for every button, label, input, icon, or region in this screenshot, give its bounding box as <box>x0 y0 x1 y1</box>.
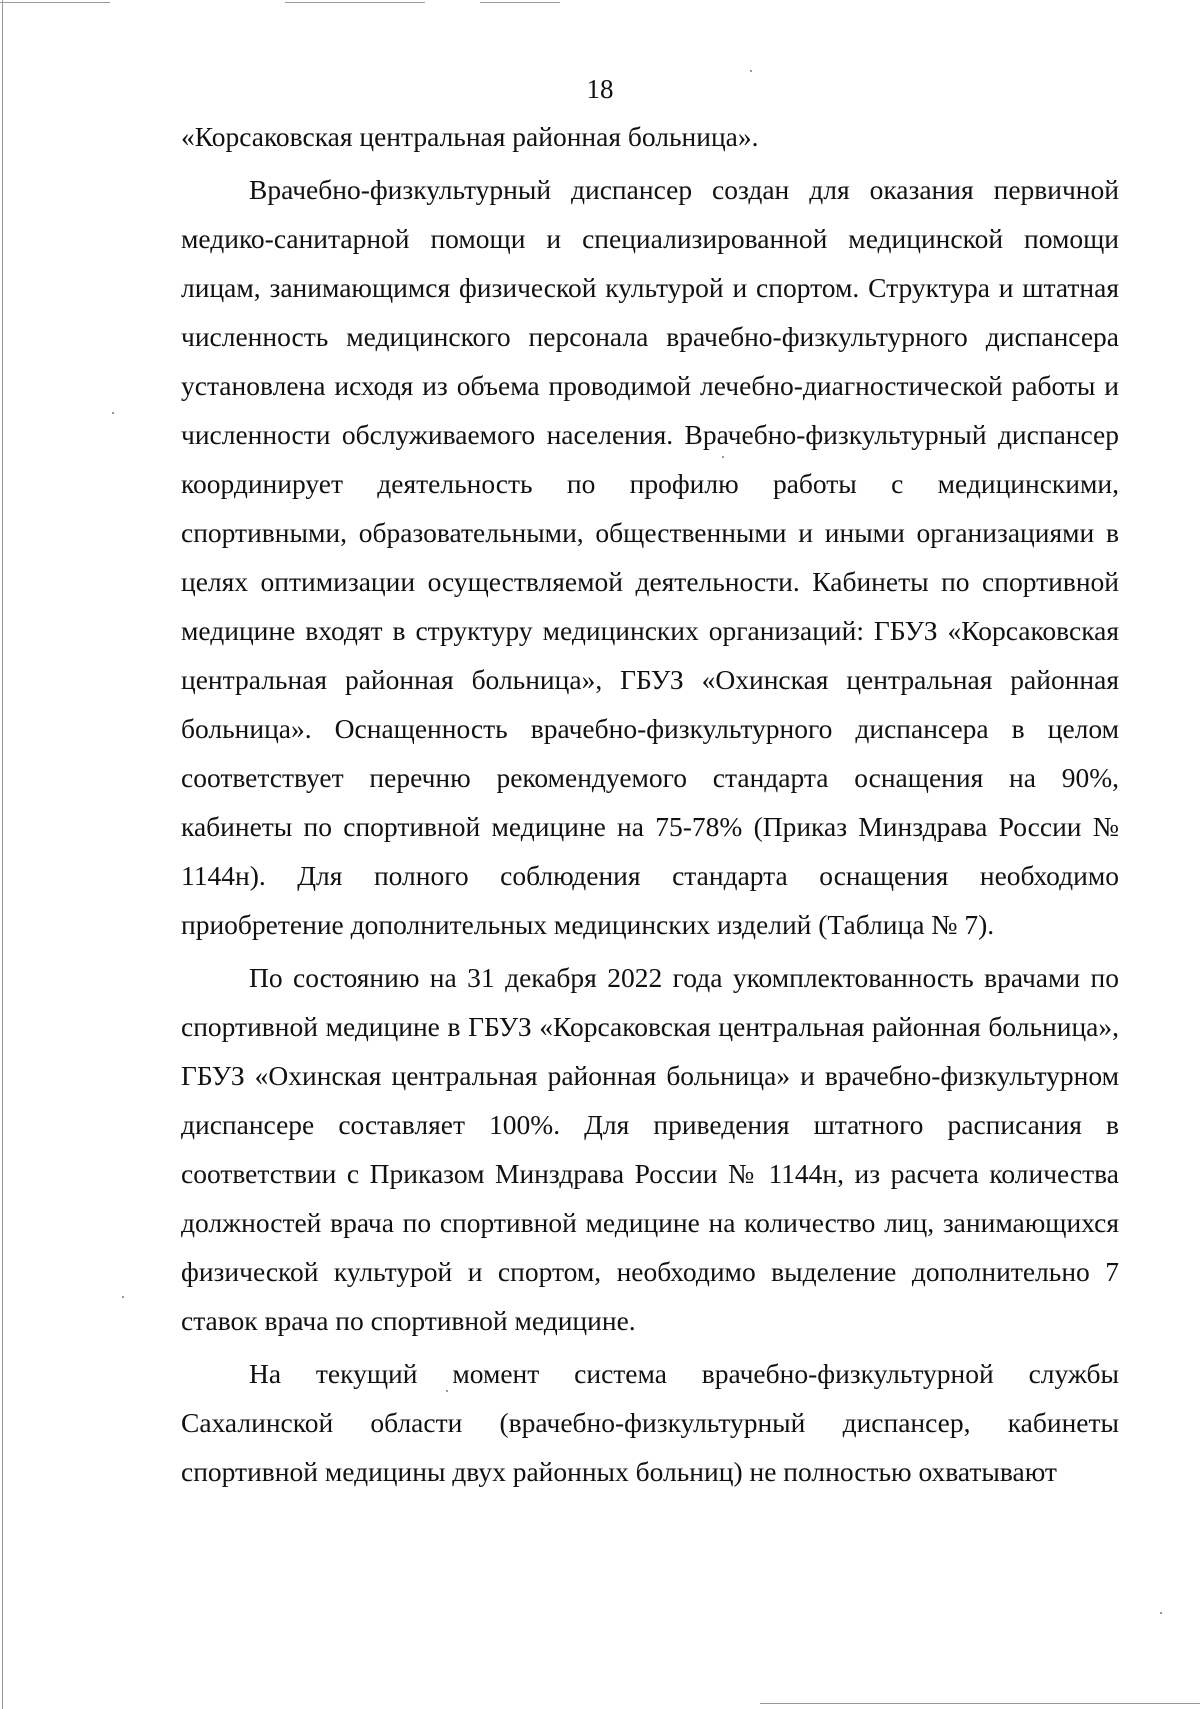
paragraph-current-system: На текущий момент система врачебно-физкультурной службы Сахалинской области (врачебно-физкультурный диспансер, кабинеты спортивной медицины двух районных больниц) не полностью охватывают <box>181 1358 1119 1487</box>
paragraph-staffing: По состоянию на 31 декабря 2022 года укомплектованность врачами по спортивной медицине в ГБУЗ «Корсаковская центральная районная больница», ГБУЗ «Охинская центральная районная больница» и врачебно-физкультурном диспансере составляет 100%. Для приведения штатного расписания в соответствии с Приказом Минздрава России № 1144н, из расчета количества должностей врача по спортивной медицине на количество лиц, занимающихся физической культурой и спортом, необходимо выделение дополнительно 7 ставок врача по спортивной медицине. <box>181 962 1119 1336</box>
paragraph-dispensary: Врачебно-физкультурный диспансер создан для оказания первичной медико-санитарной помощи и специализированной медицинской помощи лицам, занимающимся физической культурой и спортом. Структура и штатная численность медицинского персонала врачебно-физкультурного диспансера установлена исходя из объема проводимой лечебно-диагностической работы и численности обслуживаемого населения. Врачебно-физкультурный диспансер координирует деятельность по профилю работы с медицинскими, спортивными, образовательными, общественными и иными организациями в целях оптимизации осуществляемой деятельности. Кабинеты по спортивной медицине входят в структуру медицинских организаций: ГБУЗ «Корсаковская центральная районная больница», ГБУЗ «Охинская центральная районная больница». Оснащенность врачебно-физкультурного диспансера в целом соответствует перечню рекомендуемого стандарта оснащения на 90%, кабинеты по спортивной медицине на 75-78% (Приказ Минздрава России № 1144н). Для полного соблюдения стандарта оснащения необходимо приобретение дополнительных медицинских изделий (Таблица № 7). <box>181 174 1119 940</box>
scan-edge-bottom <box>760 1703 1200 1704</box>
body-text <box>181 112 1119 1496</box>
scan-edge-top-3 <box>480 2 560 3</box>
paragraph-continuation: «Корсаковская центральная районная больница». <box>181 121 759 152</box>
scan-edge-top-2 <box>285 2 425 3</box>
scan-edge-top-1 <box>0 2 110 3</box>
scan-speck <box>122 1296 124 1298</box>
scan-speck <box>1160 1612 1162 1614</box>
scan-speck <box>112 412 114 414</box>
scan-edge-left <box>2 0 3 1709</box>
page-number: 18 <box>586 74 614 104</box>
